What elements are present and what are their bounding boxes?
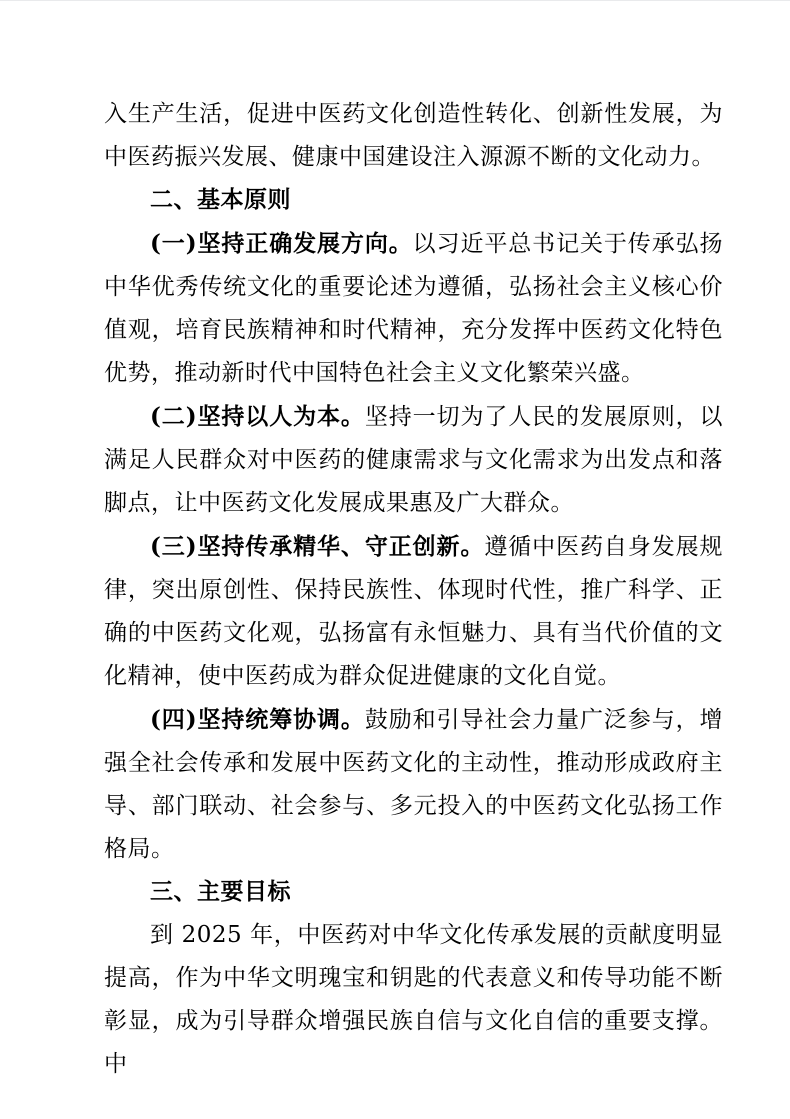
paragraph-principle-2-text: 坚持一切为了人民的发展原则，以满足人民群众对中医药的健康需求与文化需求为出发点和落脚点，让中医药文化发展成果惠及广大群众。 (104, 404, 724, 516)
section-heading-main-goals: 三、主要目标 (150, 879, 291, 905)
paragraph-principle-3-text: 遵循中医药自身发展规律，突出原创性、保持民族性、体现时代性，推广科学、正确的中医药文化观，弘扬富有永恒魅力、具有当代价值的文化精神，使中医药成为群众促进健康的文化自觉。 (104, 534, 724, 689)
paragraph-principle-4-lead: (四)坚持统筹协调。 (150, 706, 365, 733)
paragraph-principle-2 (104, 395, 723, 525)
paragraph-principle-3 (104, 525, 723, 698)
paragraph-principle-2-lead: (二)坚持以人为本。 (150, 403, 365, 430)
paragraph-principle-4 (104, 698, 723, 871)
paragraph-principle-4-text: 鼓励和引导社会力量广泛参与，增强全社会传承和发展中医药文化的主动性，推动形成政府主导、部门联动、社会参与、多元投入的中医药文化弘扬工作格局。 (104, 707, 724, 862)
paragraph-goals: 到 2025 年，中医药对中华文化传承发展的贡献度明显提高，作为中华文明瑰宝和钥匙的代表意义和传导功能不断彰显，成为引导群众增强民族自信与文化自信的重要支撑。中 (104, 922, 723, 1077)
paragraph-principle-1-lead: (一)坚持正确发展方向。 (150, 230, 413, 257)
paragraph-principle-3-lead: (三)坚持传承精华、守正创新。 (150, 533, 485, 560)
paragraph-intro-continuation: 入生产生活，促进中医药文化创造性转化、创新性发展，为中医药振兴发展、健康中国建设注入源源不断的文化动力。 (104, 101, 723, 170)
paragraph-principle-1-text: 以习近平总书记关于传承弘扬中华优秀传统文化的重要论述为遵循，弘扬社会主义核心价值观，培育民族精神和时代精神，充分发挥中医药文化特色优势，推动新时代中国特色社会主义文化繁荣兴盛。 (104, 231, 724, 386)
paragraph-principle-1 (104, 222, 723, 395)
section-heading-basic-principles: 二、基本原则 (150, 187, 291, 213)
document-body (104, 93, 723, 1086)
